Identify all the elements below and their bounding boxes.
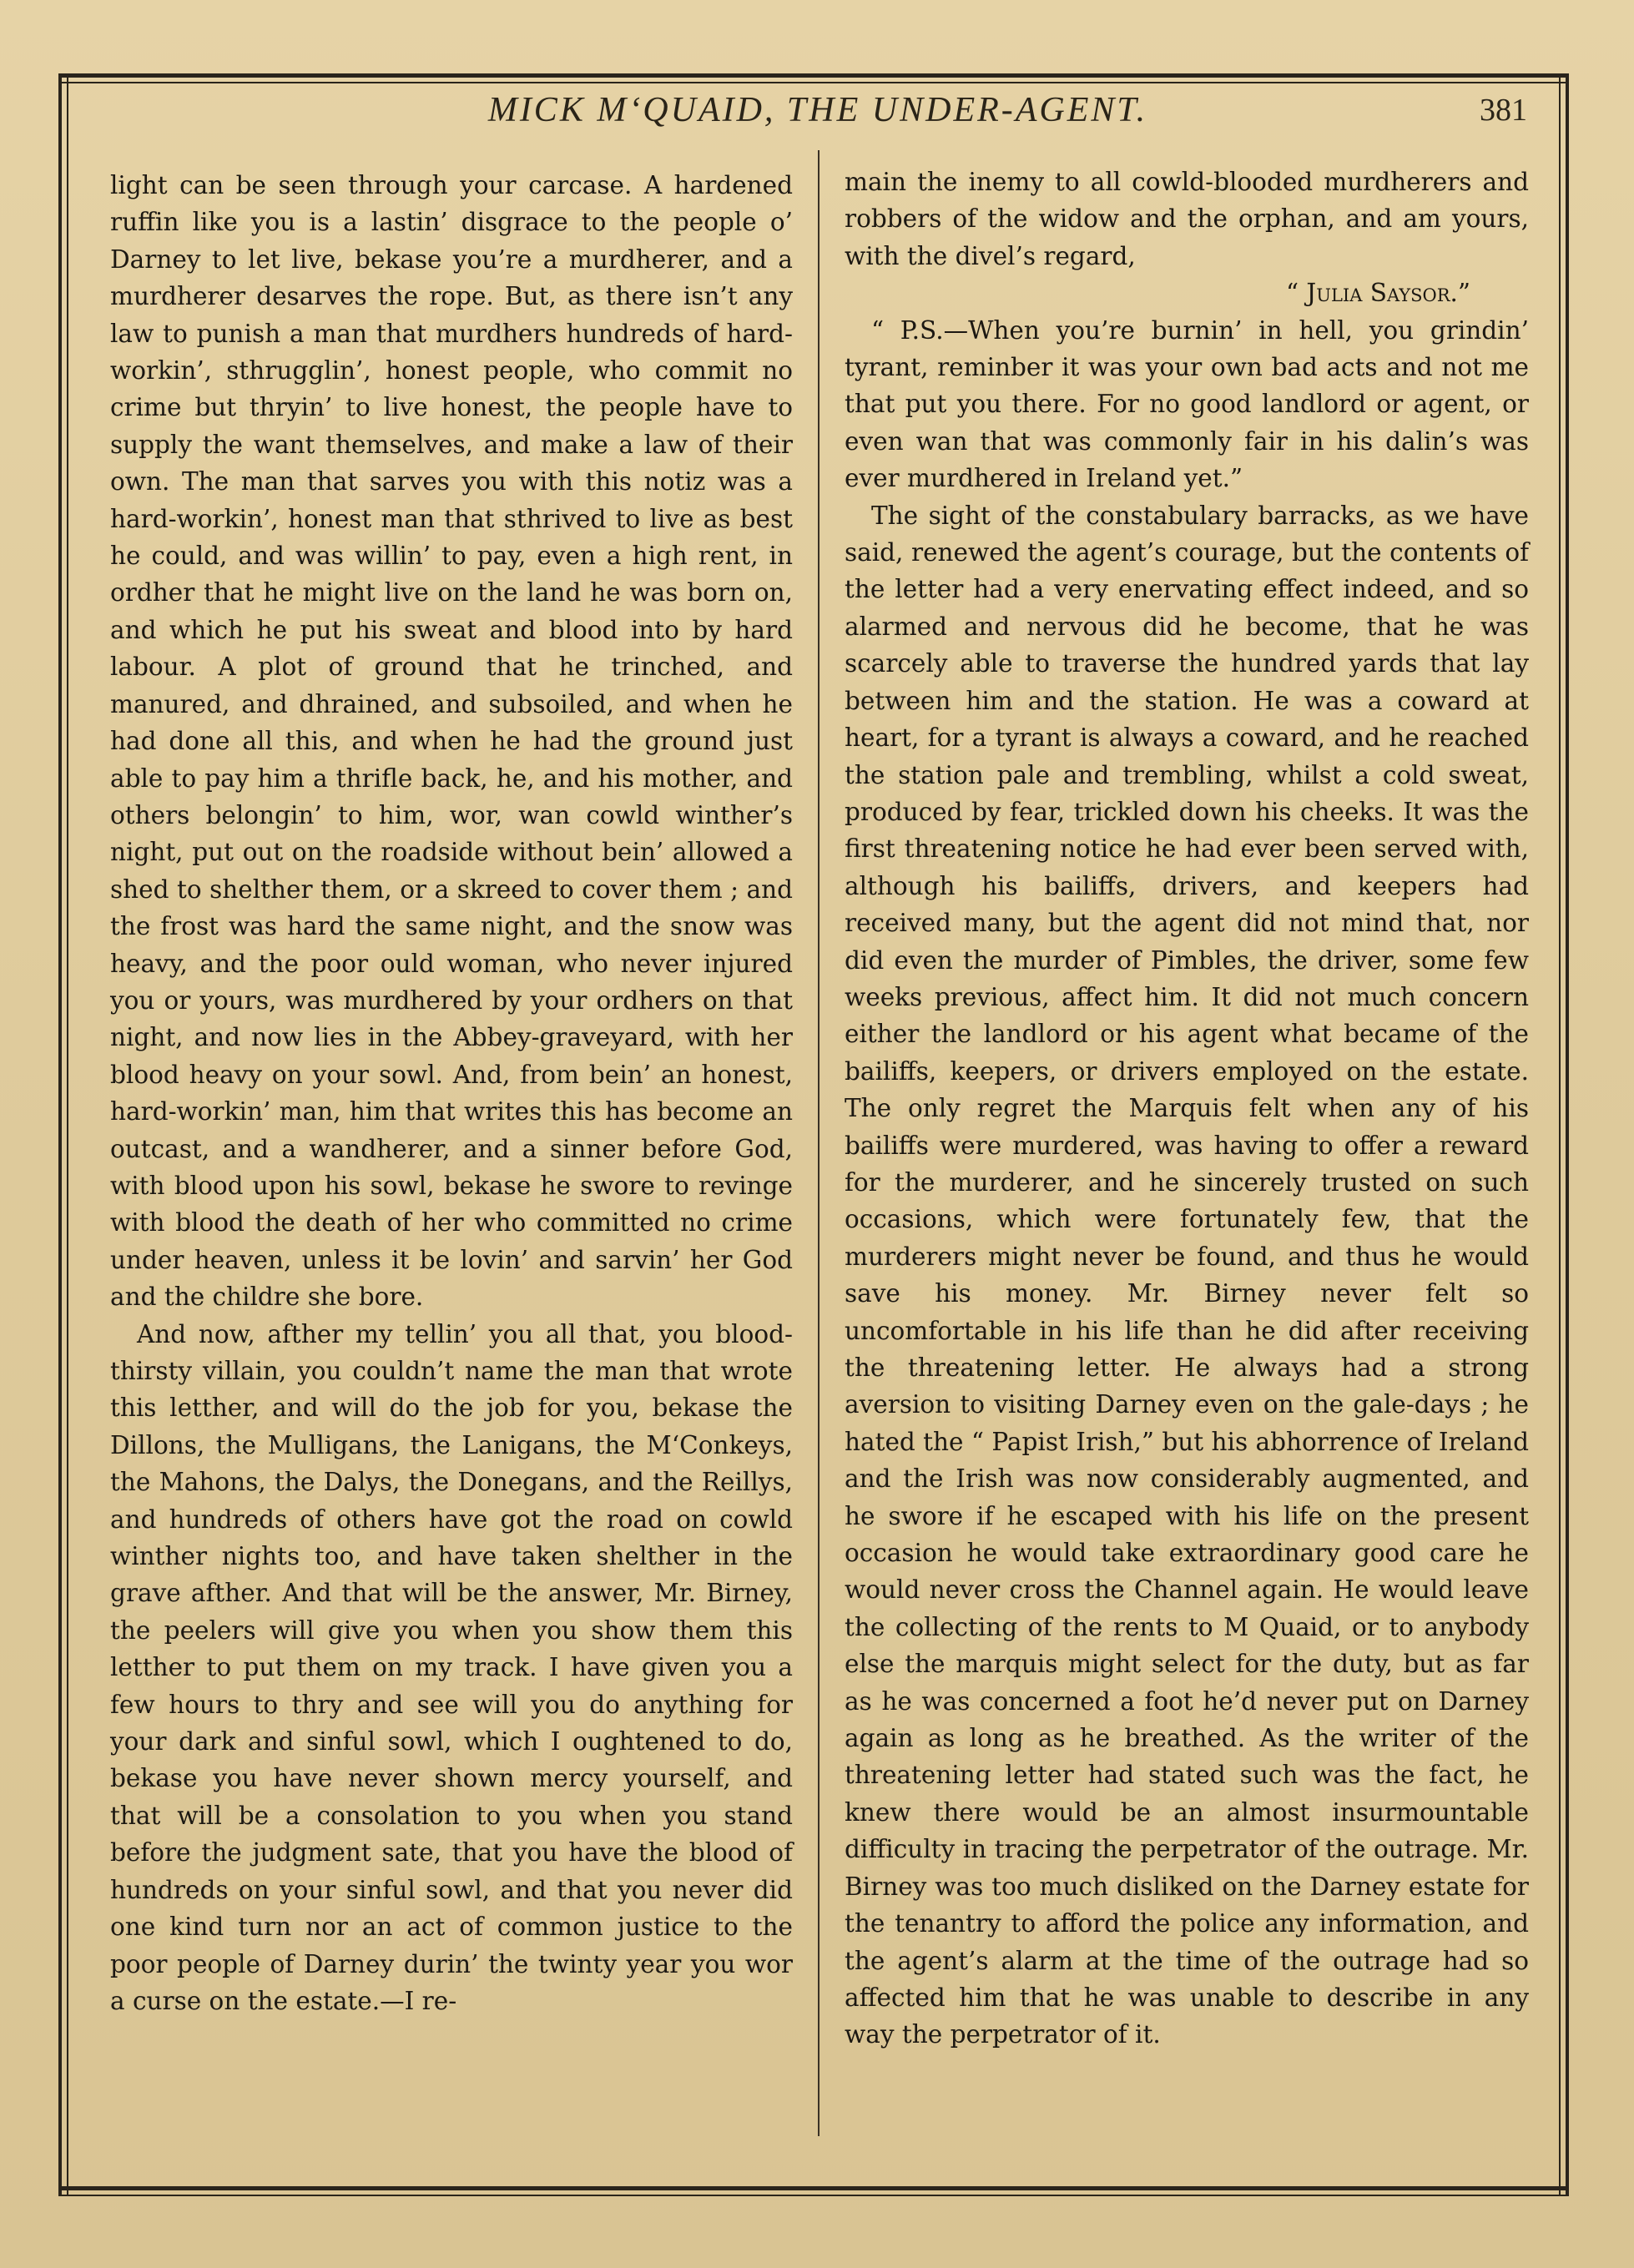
left-border-rule [58, 77, 62, 2196]
top-border-rule [58, 73, 1569, 78]
paragraph: light can be seen through your carcase. A hardened ruffin like you is a lastin’ disgrace to the people o’ Darney to let live, bekase you’re a murdherer, and a murdherer desarves the rope. But, as there isn’t any law to punish a man that murdhers hundreds of hard-workin’, sthrugglin’, honest people, who commit no crime but thryin’ to live honest, the people have to supply the want themselves, and make a law of their own. The man that sarves you with this notiz was a hard-workin’, honest man that sthrived to live as best he could, and was willin’ to pay, even a high rent, in ordher that he might live on the land he was born on, and which he put his sweat and blood into by hard labour. A plot of ground that he trinched, and manured, and dhrained, and subsoiled, and when he had done all this, and when he had the ground just able to pay him a thrifle back, he, and his mother, and others belongin’ to him, wor, wan cowld winther’s night, put out on the roadside without bein’ allowed a shed to shelther them, or a skreed to cover them ; and the frost was hard the same night, and the snow was heavy, and the poor ould woman, who never injured you or yours, was murdhered by your ordhers on that night, and now lies in the Abbey-graveyard, with her blood heavy on your sowl. And, from bein’ an honest, hard-workin’ man, him that writes this has become an outcast, and a wandherer, and a sinner before God, with blood upon his sowl, bekase he swore to revinge with blood the death of her who committed no crime under heaven, unless it be lovin’ and sarvin’ her God and the childre she bore. [110, 171, 793, 1312]
paragraph: And now, afther my tellin’ you all that, you blood-thirsty villain, you couldn’t name the man that wrote this letther, and will do the job for you, bekase the Dillons, the Mulligans, the Lanigans, the M‘Conkeys, the Mahons, the Dalys, the Donegans, and the Reillys, and hundreds of others have got the road on cowld winther nights too, and have taken shelther in the grave afther. And that will be the answer, Mr. Birney, the peelers will give you when you show them this letther to put them on my track. I have given you a few hours to thry and see will you do anything for your dark and sinful sowl, which I oughtened to do, bekase you have never shown mercy yourself, and that will be a consolation to you when you stand before the judgment sate, that you have the blood of hundreds on your sinful sowl, and that you never did one kind turn nor an act of common justice to the poor people of Darney durin’ the twinty year you wor a curse on the estate.—I re- [110, 1319, 793, 2015]
page-number: 381 [1480, 93, 1527, 128]
letter-signature: “ Julia Saysor.” [1285, 279, 1470, 308]
right-border-rule [1566, 77, 1569, 2196]
page-header [92, 90, 1544, 140]
column-divider [818, 150, 820, 2136]
paragraph: main the inemy to all cowld-blooded murdherers and robbers of the widow and the orphan, and am yours, with the divel’s regard, [845, 168, 1529, 270]
right-column [845, 164, 1529, 2054]
bottom-border-rule-thin [58, 2195, 1569, 2196]
top-border-rule-thin [58, 82, 1569, 83]
left-border-rule-thin [67, 77, 68, 2196]
paragraph: The sight of the constabulary barracks, as we have said, renewed the agent’s courage, but the contents of the letter had a very enervating effect indeed, and so alarmed and nervous did he become, that he was scarcely able to traverse the hundred yards that lay between him and the station. He was a coward at heart, for a tyrant is always a coward, and he reached the station pale and trembling, whilst a cold sweat, produced by fear, trickled down his cheeks. It was the first threatening notice he had ever been served with, although his bailiffs, drivers, and keepers had received many, but the agent did not mind that, nor did even the murder of Pimbles, the driver, some few weeks previous, affect him. It did not much concern either the landlord or his agent what became of the bailiffs, keepers, or drivers employed on the estate. The only regret the Marquis felt when any of his bailiffs were murdered, was having to offer a reward for the murderer, and he sincerely trusted on such occasions, which were fortunately few, that the murderers might never be found, and thus he would save his money. Mr. Birney never felt so uncomfortable in his life than he did after receiving the threatening letter. He always had a strong aversion to visiting Darney even on the gale-days ; he hated the “ Papist Irish,” but his abhorrence of Ireland and the Irish was now considerably augmented, and he swore if he escaped with his life on the present occasion he would take extraordinary good care he would never cross the Channel again. He would leave the collecting of the rents to M Quaid, or to anybody else the marquis might select for the duty, but as far as he was concerned a foot he’d never put on Darney again as long as he breathed. As the writer of the threatening letter had stated such was the fact, he knew there would be an almost insurmountable difficulty in tracing the perpetrator of the outrage. Mr. Birney was too much disliked on the Darney estate for the tenantry to afford the police any information, and the agent’s alarm at the time of the outrage had so affected him that he was unable to describe in any way the perpetrator of it. [845, 501, 1529, 2049]
running-title: MICK M‘QUAID, THE UNDER-AGENT. [487, 91, 1148, 129]
bottom-border-rule [58, 2186, 1569, 2190]
right-border-rule-thin [1559, 77, 1561, 2196]
left-column [110, 167, 793, 2019]
paragraph: “ P.S.—When you’re burnin’ in hell, you grindin’ tyrant, reminber it was your own bad acts and not me that put you there. For no good landlord or agent, or even wan that was commonly fair in his dalin’s was ever murdhered in Ireland yet.” [845, 315, 1529, 493]
